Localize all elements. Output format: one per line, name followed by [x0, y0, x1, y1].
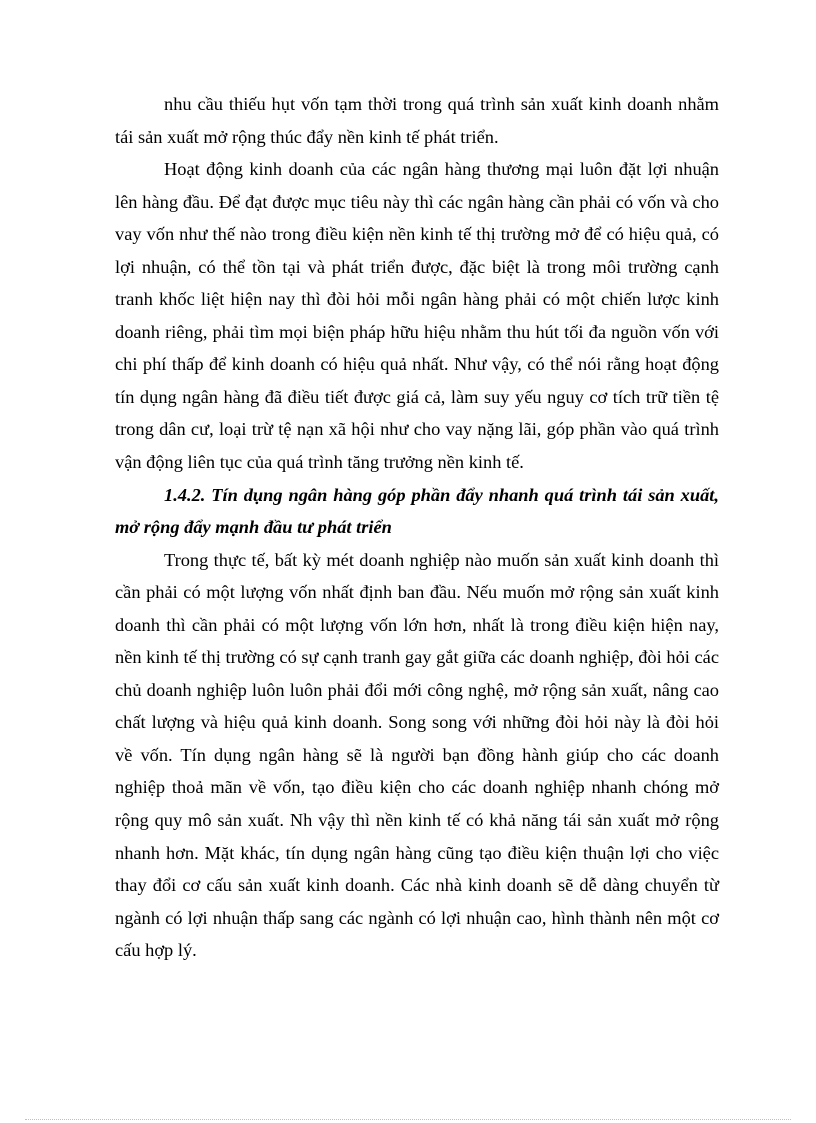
paragraph-continuation: nhu cầu thiếu hụt vốn tạm thời trong quá trình sản xuất kinh doanh nhằm tái sản xuất mở rộng thúc đẩy nền kinh tế phát triển. — [115, 94, 719, 147]
document-body — [115, 88, 719, 967]
section-heading-1-4-2: 1.4.2. Tín dụng ngân hàng góp phần đẩy nhanh quá trình tái sản xuất, mở rộng đẩy mạnh đầu tư phát triển — [115, 484, 719, 538]
paragraph-capital-need: Trong thực tế, bất kỳ mét doanh nghiệp nào muốn sản xuất kinh doanh thì cần phải có một lượng vốn nhất định ban đầu. Nếu muốn mở rộng sản xuất kinh doanh thì cần phải có một lượng vốn lớn hơn, nhất là trong điều kiện hiện nay, nền kinh tế thị trường có sự cạnh tranh gay gắt giữa các doanh nghiệp, đòi hỏi các chủ doanh nghiệp luôn luôn phải đổi mới công nghệ, mở rộng sản xuất, nâng cao chất lượng và hiệu quả kinh doanh. Song song với những đòi hỏi này là đòi hỏi về vốn. Tín dụng ngân hàng sẽ là người bạn đồng hành giúp cho các doanh nghiệp thoả mãn về vốn, tạo điều kiện cho các doanh nghiệp nhanh chóng mở rộng quy mô sản xuất. Nh vậy thì nền kinh tế có khả năng tái sản xuất mở rộng nhanh hơn. Mặt khác, tín dụng ngân hàng cũng tạo điều kiện thuận lợi cho việc thay đổi cơ cấu sản xuất kinh doanh. Các nhà kinh doanh sẽ dễ dàng chuyển từ ngành có lợi nhuận thấp sang các ngành có lợi nhuận cao, hình thành nên một cơ cấu hợp lý. — [115, 549, 719, 961]
paragraph-bank-business: Hoạt động kinh doanh của các ngân hàng thương mại luôn đặt lợi nhuận lên hàng đầu. Để đạt được mục tiêu này thì các ngân hàng cần phải có vốn và cho vay vốn như thế nào trong điều kiện nền kinh tế thị trường mở để có hiệu quả, có lợi nhuận, có thể tồn tại và phát triển được, đặc biệt là trong môi trường cạnh tranh khốc liệt hiện nay thì đòi hỏi mỗi ngân hàng phải có một chiến lược kinh doanh riêng, phải tìm mọi biện pháp hữu hiệu nhằm thu hút tối đa nguồn vốn với chi phí thấp để kinh doanh có hiệu quả nhất. Như vậy, có thể nói rằng hoạt động tín dụng ngân hàng đã điều tiết được giá cả, làm suy yếu nguy cơ tích trữ tiền tệ trong dân cư, loại trừ tệ nạn xã hội như cho vay nặng lãi, góp phần vào quá trình vận động liên tục của quá trình tăng trưởng nền kinh tế. — [115, 159, 719, 473]
page-bottom-divider — [25, 1119, 791, 1120]
